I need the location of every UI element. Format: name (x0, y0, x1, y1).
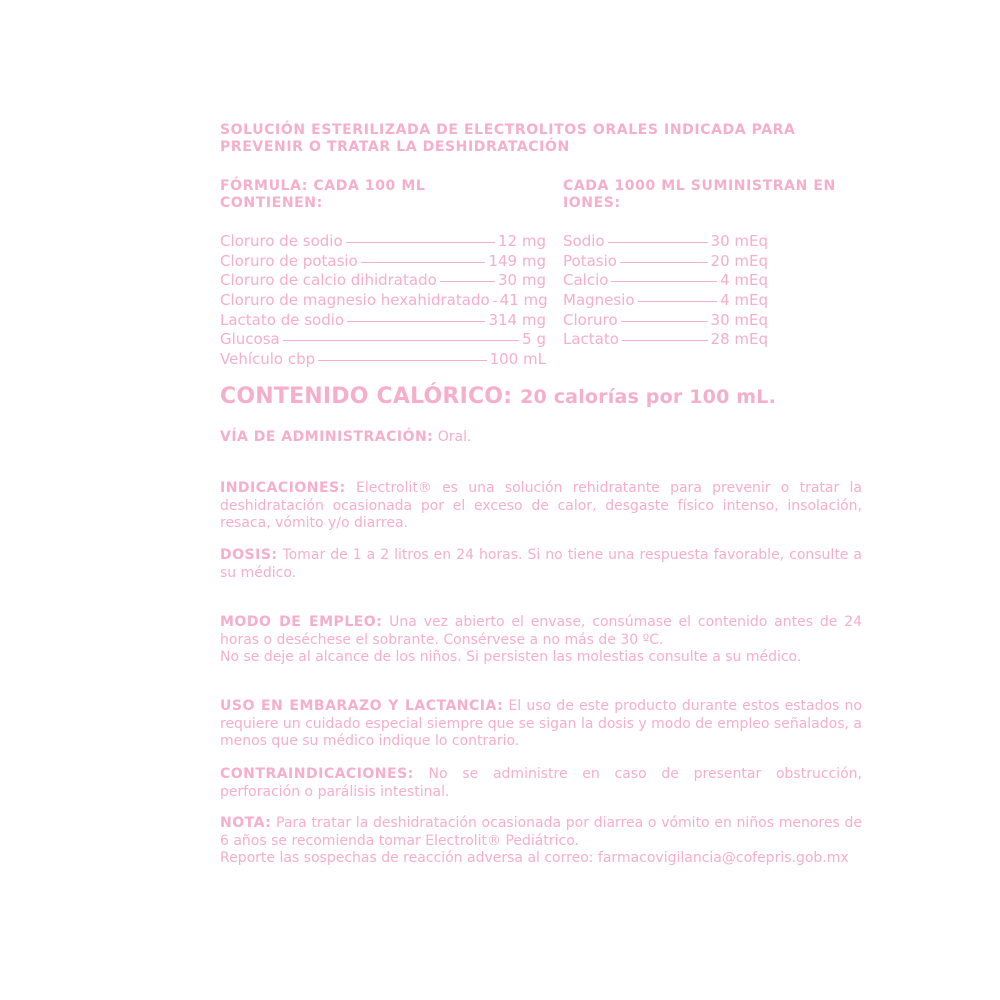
ion-item-name: Lactato (563, 330, 619, 349)
dotted-leader (620, 262, 708, 263)
formula-item-value: 30 mg (498, 271, 546, 290)
formula-title: FÓRMULA: CADA 100 ML CONTIENEN: (220, 178, 426, 211)
note-section (220, 815, 862, 868)
ion-item-name: Magnesio (563, 291, 635, 310)
formula-item (220, 291, 546, 311)
formula-item-value: 5 g (522, 330, 546, 349)
formula-item-value: 314 mg (488, 310, 546, 329)
formula-list (220, 232, 546, 370)
administration-route (220, 429, 862, 447)
indications-label: INDICACIONES: (220, 480, 346, 496)
note-label: NOTA: (220, 815, 272, 831)
ion-item-value: 28 mEq (710, 330, 768, 349)
ion-item-name: Potasio (563, 251, 617, 270)
contraindications-text: No se administre en caso de presentar obstrucción, perforación o parálisis intestinal. (220, 766, 862, 800)
caloric-content-label: CONTENIDO CALÓRICO: (220, 384, 513, 409)
usage-section (220, 614, 862, 667)
pregnancy-label: USO EN EMBARAZO Y LACTANCIA: (220, 698, 504, 714)
formula-item (220, 311, 546, 331)
dotted-leader (608, 242, 708, 243)
dosage-section (220, 547, 862, 582)
caloric-content-value: 20 calorías por 100 mL. (520, 386, 777, 408)
dotted-leader (346, 242, 495, 243)
ion-item-value: 30 mEq (710, 310, 768, 329)
dotted-leader (622, 340, 708, 341)
formula-item-name: Glucosa (220, 330, 280, 349)
dotted-leader (347, 321, 485, 322)
usage-label: MODO DE EMPLEO: (220, 614, 383, 630)
dotted-leader (283, 340, 519, 341)
pregnancy-section (220, 698, 862, 751)
dotted-leader (638, 301, 718, 302)
formula-item-name: Cloruro de magnesio hexahidratado (220, 291, 490, 310)
ion-item (563, 311, 768, 331)
administration-route-text: Oral. (437, 429, 472, 445)
dotted-leader (621, 321, 708, 322)
pregnancy-text: El uso de este producto durante estos estados no requiere un cuidado especial siempre que se sigan la dosis y modo de empleo señalados, a menos que su médico indique lo contrario. (220, 698, 862, 749)
dotted-leader (493, 301, 497, 302)
ions-list (563, 232, 768, 350)
formula-item-value: 100 mL (489, 350, 546, 369)
dosage-label: DOSIS: (220, 547, 278, 563)
dotted-leader (361, 262, 486, 263)
formula-item-name: Cloruro de sodio (220, 232, 343, 250)
indications-section (220, 480, 862, 533)
ion-item-name: Calcio (563, 271, 609, 290)
ion-item-name: Sodio (563, 232, 605, 250)
formula-item-name: Cloruro de calcio dihidratado (220, 271, 437, 290)
dotted-leader (611, 281, 717, 282)
ion-item-value: 4 mEq (720, 271, 768, 290)
ion-item-name: Cloruro (563, 310, 618, 329)
dosage-text: Tomar de 1 a 2 litros en 24 horas. Si no tiene una respuesta favorable, consulte a su médico. (220, 547, 862, 581)
formula-item (220, 271, 546, 291)
formula-item-name: Cloruro de potasio (220, 251, 358, 270)
note-report-line: Reporte las sospechas de reacción adversa al correo: farmacovigilancia@cofepris.gob.mx (220, 850, 849, 866)
ion-item-value: 30 mEq (710, 232, 768, 250)
ions-title: CADA 1000 ML SUMINISTRAN EN IONES: (563, 178, 836, 211)
ion-item (563, 271, 768, 291)
usage-warning: No se deje al alcance de los niños. Si persisten las molestias consulte a su médico. (220, 649, 802, 665)
indications-text: Electrolit® es una solución rehidratante para prevenir o tratar la deshidratación ocasionada por el exceso de calor, desgaste físico intenso, insolación, resaca, vómito y/o diarrea. (220, 480, 862, 531)
contraindications-label: CONTRAINDICACIONES: (220, 766, 414, 782)
formula-item-name: Lactato de sodio (220, 310, 345, 329)
formula-item-value: 41 mg (499, 291, 548, 310)
formula-item (220, 350, 546, 370)
ion-item (563, 232, 768, 252)
ion-item (563, 291, 768, 311)
formula-item-value: 149 mg (488, 251, 546, 270)
ion-item (563, 330, 768, 350)
formula-item-value: 12 mg (498, 232, 546, 250)
formula-item-name: Vehículo cbp (220, 350, 316, 369)
usage-text: Una vez abierto el envase, consúmase el contenido antes de 24 horas o deséchese el sobrante. Consérvese a no más de 30 ºC. (220, 614, 863, 648)
formula-item (220, 330, 546, 350)
product-title: SOLUCIÓN ESTERILIZADA DE ELECTROLITOS ORALES INDICADA PARA PREVENIR O TRATAR LA DESHIDRATACIÓN (220, 122, 796, 155)
administration-route-label: VÍA DE ADMINISTRACIÓN: (220, 429, 434, 445)
note-text: Para tratar la deshidratación ocasionada por diarrea o vómito en niños menores de 6 años se recomienda tomar Electrolit® Pediátrico. (220, 815, 862, 849)
ion-item (563, 252, 768, 272)
ion-item-value: 20 mEq (710, 251, 768, 270)
caloric-content (220, 384, 776, 410)
formula-item (220, 252, 546, 272)
dotted-leader (440, 281, 495, 282)
dotted-leader (318, 360, 486, 361)
formula-item (220, 232, 546, 252)
contraindications-section (220, 766, 862, 801)
ion-item-value: 4 mEq (720, 291, 768, 310)
